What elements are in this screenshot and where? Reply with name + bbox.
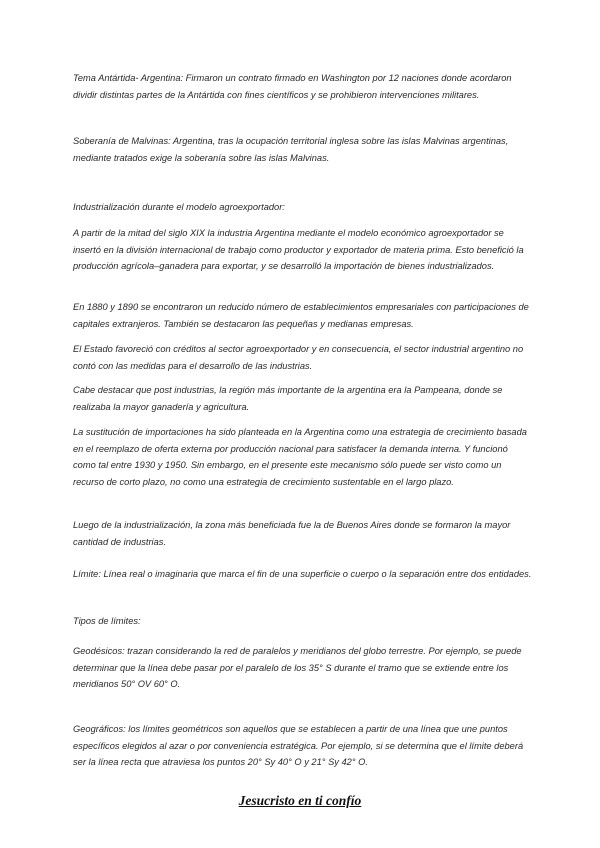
paragraph-estado: El Estado favoreció con créditos al sector agroexportador y en consecuencia, el sector industrial argentino no contó con las medidas para el desarrollo de las industrias. bbox=[73, 344, 524, 371]
paragraph-limite: Límite: Línea real o imaginaria que marca el fin de una superficie o cuerpo o la separación entre dos entidades. bbox=[73, 569, 532, 579]
paragraph-geograficos: Geográficos: los límites geométricos son aquellos que se establecen a partir de una línea que une puntos específicos elegidos al azar o por conveniencia estratégica. Por ejemplo, si se determina que el límite deberá ser la línea recta que atraviesa los puntos 20° Sy 40° O y 21° Sy 42° O. bbox=[73, 724, 524, 768]
paragraph-siglo-xix: A partir de la mitad del siglo XIX la industria Argentina mediante el modelo económico agroexportador se insertó en la división internacional de trabajo como productor y exportador de materia prima. Esto benefició la producción agrícola–ganadera para exportar, y se desarrolló la importación de bienes industrializados. bbox=[73, 228, 524, 272]
paragraph-geodesicos: Geodésicos: trazan considerando la red de paralelos y meridianos del globo terrestre. Por ejemplo, se puede determinar que la línea debe pasar por el paralelo de los 35° S durante el tramo que se extiende entre los meridianos 50° OV 60° O. bbox=[73, 646, 522, 690]
closing-title: Jesucristo en ti confío bbox=[238, 793, 362, 808]
paragraph-sustitucion: La sustitución de importaciones ha sido planteada en la Argentina como una estrategia de crecimiento basada en el reemplazo de oferta externa por producción nacional para satisfacer la demanda interna. Y funcionó como tal entre 1930 y 1950. Sin embargo, en el presente este mecanismo sólo puede ser visto como un recurso de corto plazo, no como una estrategia de crecimiento sustentable en el largo plazo. bbox=[73, 427, 527, 487]
section-heading-industrializacion: Industrialización durante el modelo agroexportador: bbox=[73, 202, 285, 212]
paragraph-pampeana: Cabe destacar que post industrias, la región más importante de la argentina era la Pampeana, donde se realizaba la mayor ganadería y agricultura. bbox=[73, 385, 503, 412]
paragraph-buenos-aires: Luego de la industrialización, la zona más beneficiada fue la de Buenos Aires donde se formaron la mayor cantidad de industrias. bbox=[73, 520, 511, 547]
paragraph-antartida: Tema Antártida- Argentina: Firmaron un contrato firmado en Washington por 12 naciones donde acordaron dividir distintas partes de la Antártida con fines científicos y se prohibieron intervenciones militares. bbox=[73, 73, 512, 100]
paragraph-1880-1890: En 1880 y 1890 se encontraron un reducido número de establecimientos empresariales con participaciones de capitales extranjeros. También se destacaron las pequeñas y medianas empresas. bbox=[73, 302, 529, 329]
paragraph-tipos-de-limites: Tipos de límites: bbox=[73, 616, 141, 626]
paragraph-malvinas: Soberanía de Malvinas: Argentina, tras la ocupación territorial inglesa sobre las islas Malvinas argentinas, mediante tratados exige la soberanía sobre las islas Malvinas. bbox=[73, 136, 509, 163]
